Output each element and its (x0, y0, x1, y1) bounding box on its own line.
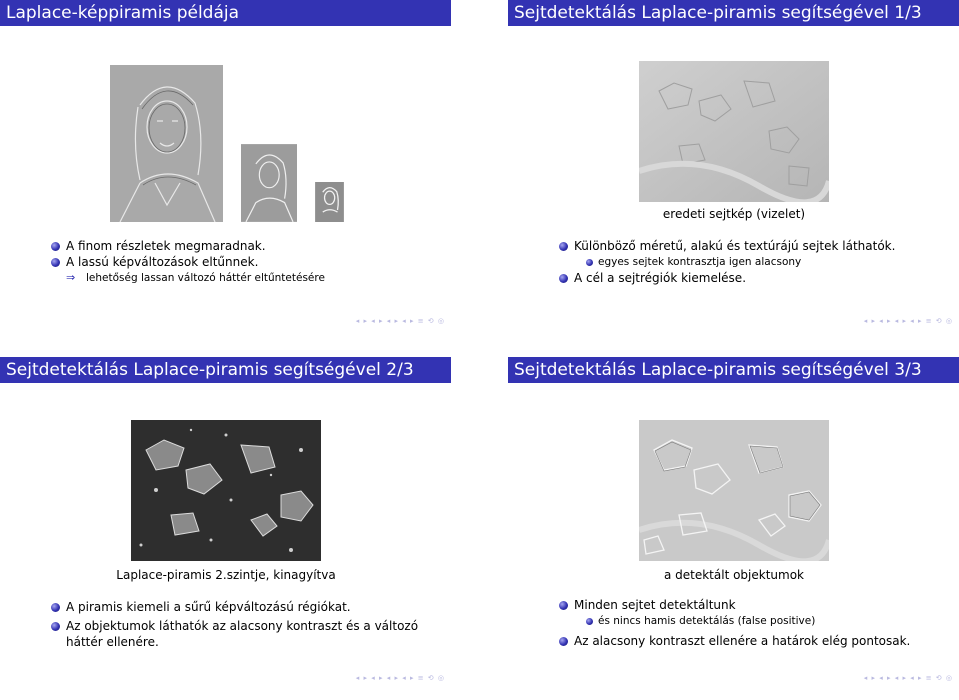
bullet-ball-icon (586, 618, 593, 625)
slide-title: Sejtdetektálás Laplace-piramis segítségével 3/3 (508, 357, 959, 383)
laplace-level-2-cell-image (131, 420, 321, 561)
slide-title: Sejtdetektálás Laplace-piramis segítségével 1/3 (508, 0, 959, 26)
slide-1 (0, 0, 451, 327)
navigation-bar[interactable]: ◂ ▸ ◂ ▸ ◂ ▸ ◂ ▸ ≡ ⟲ ◎ (355, 317, 445, 325)
bullet-ball-icon (559, 274, 568, 283)
laplace-level-1-image (241, 144, 297, 222)
image-caption: eredeti sejtkép (vizelet) (662, 207, 806, 221)
list-item: Az alacsony kontraszt ellenére a határok elég pontosak. (556, 633, 910, 649)
list-item: A lassú képváltozások eltűnnek. (48, 254, 325, 270)
navigation-bar[interactable]: ◂ ▸ ◂ ▸ ◂ ▸ ◂ ▸ ≡ ⟲ ◎ (355, 674, 445, 682)
detected-objects-image (639, 420, 829, 561)
laplace-level-2-image (315, 182, 344, 222)
slide-title: Sejtdetektálás Laplace-piramis segítségével 2/3 (0, 357, 451, 383)
implies-arrow-icon: ⇒ (66, 271, 76, 284)
slide-title: Laplace-képpiramis példája (0, 0, 451, 26)
bullet-ball-icon (51, 242, 60, 251)
bullet-list (48, 599, 428, 650)
bullet-ball-icon (559, 242, 568, 251)
original-cell-image (639, 61, 829, 202)
list-item: A cél a sejtrégiók kiemelése. (556, 270, 895, 286)
slide-3 (0, 357, 451, 684)
bullet-ball-icon (51, 622, 60, 631)
bullet-ball-icon (51, 258, 60, 267)
list-item: A finom részletek megmaradnak. (48, 238, 325, 254)
list-item: és nincs hamis detektálás (false positive) (556, 613, 910, 629)
bullet-list (48, 238, 325, 286)
list-item: ⇒ lehetőség lassan változó háttér eltűntetésére (66, 271, 325, 284)
list-item: Az objektumok láthatók az alacsony kontraszt és a változó háttér ellenére. (48, 618, 428, 650)
slide-2 (508, 0, 959, 327)
bullet-ball-icon (586, 259, 593, 266)
bullet-ball-icon (51, 603, 60, 612)
navigation-bar[interactable]: ◂ ▸ ◂ ▸ ◂ ▸ ◂ ▸ ≡ ⟲ ◎ (863, 317, 953, 325)
slide-4 (508, 357, 959, 684)
bullet-ball-icon (559, 637, 568, 646)
navigation-bar[interactable]: ◂ ▸ ◂ ▸ ◂ ▸ ◂ ▸ ≡ ⟲ ◎ (863, 674, 953, 682)
bullet-list (556, 238, 895, 286)
list-item: A piramis kiemeli a sűrű képváltozású régiókat. (48, 599, 428, 615)
image-caption: Laplace-piramis 2.szintje, kinagyítva (116, 568, 336, 582)
image-caption: a detektált objektumok (663, 568, 805, 582)
bullet-list (556, 597, 910, 649)
laplace-level-0-image (110, 65, 223, 222)
list-item: Különböző méretű, alakú és textúrájú sejtek láthatók. (556, 238, 895, 254)
list-item: egyes sejtek kontrasztja igen alacsony (556, 254, 895, 270)
bullet-ball-icon (559, 601, 568, 610)
list-item: Minden sejtet detektáltunk (556, 597, 910, 613)
